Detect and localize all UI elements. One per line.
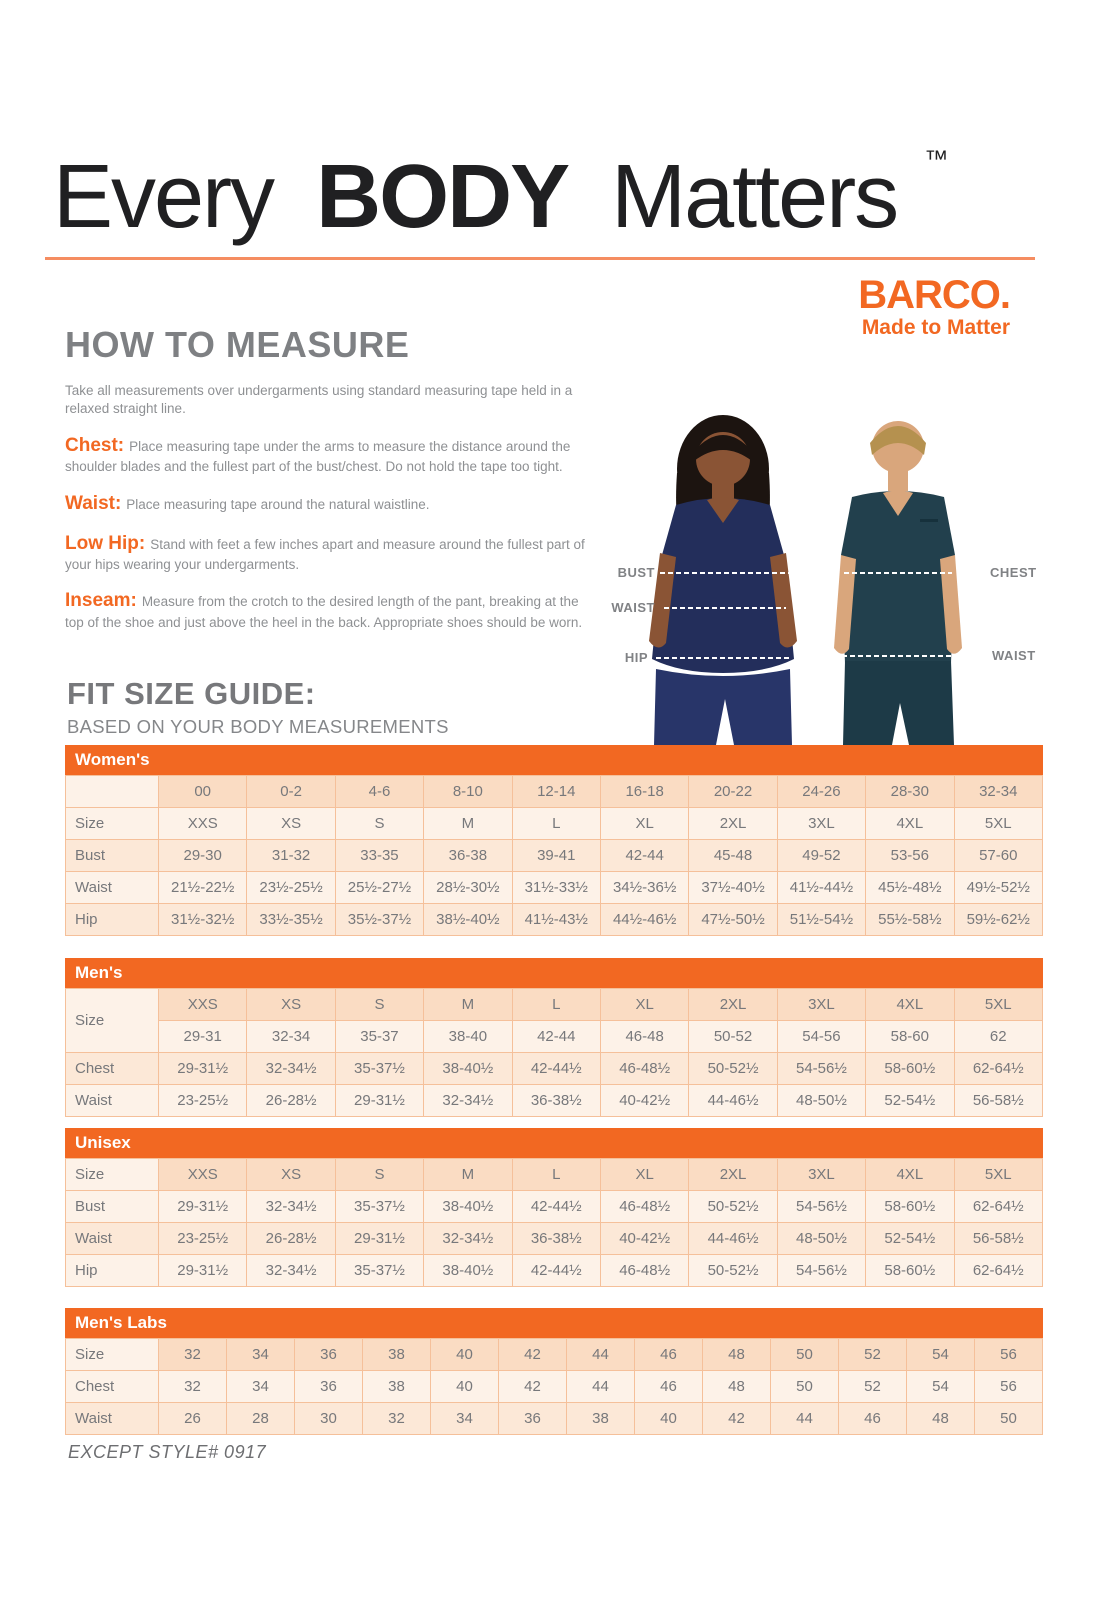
- size-cell: 50: [771, 1371, 839, 1403]
- unisex-size-table: [65, 1158, 1043, 1287]
- size-cell: 56: [975, 1339, 1043, 1371]
- size-cell: 54-56½: [777, 1053, 865, 1085]
- size-cell: 30: [295, 1403, 363, 1435]
- measure-intro: Take all measurements over undergarments using standard measuring tape held in a relaxed straight line.: [65, 383, 573, 416]
- size-cell: 42: [499, 1339, 567, 1371]
- size-cell: 62: [954, 1021, 1042, 1053]
- size-cell: 12-14: [512, 776, 600, 808]
- low-hip-text: Stand with feet a few inches apart and measure around the fullest part of your hips wearing your undergarments.: [65, 536, 585, 572]
- chest-label: Chest:: [65, 434, 125, 456]
- row-label: Size: [66, 989, 159, 1053]
- size-cell: 38½-40½: [424, 904, 512, 936]
- size-cell: XL: [600, 1159, 688, 1191]
- size-cell: 3XL: [777, 1159, 865, 1191]
- size-cell: 4XL: [866, 808, 954, 840]
- size-cell: 40: [431, 1371, 499, 1403]
- size-cell: 36-38½: [512, 1223, 600, 1255]
- size-cell: 25½-27½: [335, 872, 423, 904]
- title-divider-rule: [45, 257, 1035, 260]
- size-cell: 52-54½: [866, 1085, 954, 1117]
- unisex-size-table-block: [65, 1128, 1043, 1287]
- size-cell: 4XL: [866, 989, 954, 1021]
- size-cell: 56-58½: [954, 1223, 1042, 1255]
- size-cell: 29-30: [159, 840, 247, 872]
- size-cell: 4-6: [335, 776, 423, 808]
- measurement-figures: [598, 403, 1092, 745]
- womens-size-table: [65, 775, 1043, 936]
- size-cell: 54-56: [777, 1021, 865, 1053]
- size-cell: 16-18: [600, 776, 688, 808]
- size-cell: 3XL: [777, 808, 865, 840]
- size-cell: 36: [295, 1339, 363, 1371]
- size-cell: 40: [431, 1339, 499, 1371]
- womens-table-header: Women's: [65, 745, 1043, 775]
- man-figure: [834, 421, 962, 745]
- size-cell: 29-31½: [335, 1085, 423, 1117]
- trademark-symbol: ™: [924, 146, 949, 173]
- row-label: [66, 776, 159, 808]
- size-cell: 45-48: [689, 840, 777, 872]
- size-cell: 41½-44½: [777, 872, 865, 904]
- size-cell: 46-48½: [600, 1053, 688, 1085]
- size-cell: 26-28½: [247, 1223, 335, 1255]
- size-cell: 29-31½: [159, 1053, 247, 1085]
- waist-figure-label-woman: WAIST: [611, 600, 655, 615]
- size-cell: 35-37½: [335, 1053, 423, 1085]
- size-cell: 36: [295, 1371, 363, 1403]
- page-title: [53, 146, 949, 247]
- size-cell: 36-38: [424, 840, 512, 872]
- size-cell: 2XL: [689, 989, 777, 1021]
- size-cell: XS: [247, 808, 335, 840]
- size-cell: 54: [907, 1371, 975, 1403]
- size-cell: 42-44½: [512, 1255, 600, 1287]
- fit-size-guide-subheading: BASED ON YOUR BODY MEASUREMENTS: [67, 716, 449, 737]
- size-cell: XL: [600, 989, 688, 1021]
- size-cell: 50-52: [689, 1021, 777, 1053]
- size-cell: 32: [159, 1371, 227, 1403]
- size-cell: 46-48½: [600, 1255, 688, 1287]
- size-cell: 57-60: [954, 840, 1042, 872]
- row-label: Hip: [66, 904, 159, 936]
- size-cell: 35-37½: [335, 1255, 423, 1287]
- size-cell: 34: [227, 1371, 295, 1403]
- row-label: Waist: [66, 1403, 159, 1435]
- size-cell: 41½-43½: [512, 904, 600, 936]
- size-cell: 50-52½: [689, 1255, 777, 1287]
- size-cell: 56-58½: [954, 1085, 1042, 1117]
- row-label: Bust: [66, 840, 159, 872]
- size-cell: 32-34½: [247, 1053, 335, 1085]
- size-cell: 42-44½: [512, 1053, 600, 1085]
- size-cell: 8-10: [424, 776, 512, 808]
- waist-text: Place measuring tape around the natural waistline.: [126, 496, 430, 512]
- size-cell: 28: [227, 1403, 295, 1435]
- row-label: Chest: [66, 1371, 159, 1403]
- size-cell: 36: [499, 1403, 567, 1435]
- size-cell: 48-50½: [777, 1085, 865, 1117]
- size-cell: 31-32: [247, 840, 335, 872]
- size-cell: 29-31½: [335, 1223, 423, 1255]
- size-cell: 58-60½: [866, 1053, 954, 1085]
- size-cell: 32-34½: [424, 1223, 512, 1255]
- size-cell: 00: [159, 776, 247, 808]
- row-label: Waist: [66, 872, 159, 904]
- measure-item-lowhip: [65, 531, 593, 574]
- size-cell: 44: [567, 1339, 635, 1371]
- size-cell: 45½-48½: [866, 872, 954, 904]
- size-cell: 29-31½: [159, 1191, 247, 1223]
- size-cell: 52-54½: [866, 1223, 954, 1255]
- size-cell: 0-2: [247, 776, 335, 808]
- size-cell: 54: [907, 1339, 975, 1371]
- row-label: Bust: [66, 1191, 159, 1223]
- mens-table-header: Men's: [65, 958, 1043, 988]
- woman-figure: [649, 415, 797, 745]
- size-cell: 32-34½: [247, 1191, 335, 1223]
- size-cell: 58-60: [866, 1021, 954, 1053]
- size-cell: 35-37: [335, 1021, 423, 1053]
- barco-logo: BARCO.: [858, 273, 1010, 317]
- size-cell: 29-31½: [159, 1255, 247, 1287]
- size-cell: 4XL: [866, 1159, 954, 1191]
- size-cell: 23½-25½: [247, 872, 335, 904]
- size-cell: 23-25½: [159, 1223, 247, 1255]
- size-cell: 44: [567, 1371, 635, 1403]
- title-word-every: Every: [53, 147, 274, 247]
- size-cell: 24-26: [777, 776, 865, 808]
- size-cell: 50: [771, 1339, 839, 1371]
- size-cell: 32-34: [954, 776, 1042, 808]
- size-cell: 5XL: [954, 989, 1042, 1021]
- title-word-body: BODY: [316, 147, 569, 247]
- size-cell: 37½-40½: [689, 872, 777, 904]
- size-cell: 48: [907, 1403, 975, 1435]
- brand-block: [820, 274, 1010, 339]
- size-cell: XXS: [159, 1159, 247, 1191]
- size-cell: 58-60½: [866, 1191, 954, 1223]
- mens-labs-table-header: Men's Labs: [65, 1308, 1043, 1338]
- size-cell: 49-52: [777, 840, 865, 872]
- size-cell: 54-56½: [777, 1255, 865, 1287]
- size-cell: M: [424, 808, 512, 840]
- size-cell: XS: [247, 1159, 335, 1191]
- size-cell: 51½-54½: [777, 904, 865, 936]
- size-cell: 42: [703, 1403, 771, 1435]
- size-cell: 55½-58½: [866, 904, 954, 936]
- size-cell: 32-34½: [247, 1255, 335, 1287]
- size-cell: 54-56½: [777, 1191, 865, 1223]
- size-cell: 42-44: [512, 1021, 600, 1053]
- unisex-table-header: Unisex: [65, 1128, 1043, 1158]
- size-cell: 2XL: [689, 808, 777, 840]
- row-label: Hip: [66, 1255, 159, 1287]
- title-word-matters: Matters: [611, 147, 898, 247]
- brand-tagline: Made to Matter: [861, 316, 1010, 339]
- size-cell: 32-34½: [424, 1085, 512, 1117]
- size-cell: 33-35: [335, 840, 423, 872]
- size-cell: 35-37½: [335, 1191, 423, 1223]
- size-cell: L: [512, 808, 600, 840]
- size-cell: 28½-30½: [424, 872, 512, 904]
- bust-figure-label: BUST: [617, 565, 655, 580]
- mens-size-table-block: [65, 958, 1043, 1117]
- size-cell: 31½-33½: [512, 872, 600, 904]
- hip-figure-label: HIP: [624, 650, 648, 665]
- style-exception-note: EXCEPT STYLE# 0917: [68, 1442, 267, 1462]
- measure-item-waist: [65, 491, 593, 516]
- mens-size-table: [65, 988, 1043, 1117]
- waist-label: Waist:: [65, 492, 122, 514]
- waist-figure-label-man: WAIST: [992, 648, 1036, 663]
- row-label: Size: [66, 1339, 159, 1371]
- size-cell: 35½-37½: [335, 904, 423, 936]
- inseam-text: Measure from the crotch to the desired length of the pant, breaking at the top of the shoe and just above the heel in the back. Appropriate shoes should be worn.: [65, 594, 583, 630]
- measure-item-inseam: [65, 588, 593, 631]
- size-cell: 46: [635, 1339, 703, 1371]
- size-cell: 36-38½: [512, 1085, 600, 1117]
- low-hip-label: Low Hip:: [65, 532, 146, 554]
- size-cell: 5XL: [954, 808, 1042, 840]
- size-cell: 23-25½: [159, 1085, 247, 1117]
- size-cell: 62-64½: [954, 1053, 1042, 1085]
- row-label: Size: [66, 808, 159, 840]
- size-cell: 46-48: [600, 1021, 688, 1053]
- size-cell: 52: [839, 1371, 907, 1403]
- size-cell: 26-28½: [247, 1085, 335, 1117]
- size-cell: 38-40½: [424, 1255, 512, 1287]
- size-cell: 32: [363, 1403, 431, 1435]
- size-cell: 34: [227, 1339, 295, 1371]
- size-cell: 49½-52½: [954, 872, 1042, 904]
- size-cell: 28-30: [866, 776, 954, 808]
- size-cell: XXS: [159, 808, 247, 840]
- size-cell: 38: [567, 1403, 635, 1435]
- size-cell: 2XL: [689, 1159, 777, 1191]
- size-cell: 38: [363, 1371, 431, 1403]
- size-cell: 40: [635, 1403, 703, 1435]
- size-cell: 48: [703, 1371, 771, 1403]
- size-cell: 38-40½: [424, 1053, 512, 1085]
- fit-size-guide-heading: FIT SIZE GUIDE:: [67, 676, 316, 711]
- size-cell: 34: [431, 1403, 499, 1435]
- size-cell: 58-60½: [866, 1255, 954, 1287]
- size-cell: XL: [600, 808, 688, 840]
- size-cell: 62-64½: [954, 1255, 1042, 1287]
- size-cell: 53-56: [866, 840, 954, 872]
- size-cell: 21½-22½: [159, 872, 247, 904]
- size-cell: 44-46½: [689, 1223, 777, 1255]
- mens-labs-size-table: [65, 1338, 1043, 1435]
- size-cell: 48: [703, 1339, 771, 1371]
- chest-text: Place measuring tape under the arms to measure the distance around the shoulder blades and the fullest part of the bust/chest. Do not hold the tape too tight.: [65, 438, 571, 474]
- size-cell: S: [335, 808, 423, 840]
- how-to-measure-section: [65, 324, 593, 646]
- row-label: Size: [66, 1159, 159, 1191]
- size-cell: S: [335, 989, 423, 1021]
- size-cell: 46-48½: [600, 1191, 688, 1223]
- size-cell: 47½-50½: [689, 904, 777, 936]
- how-to-measure-heading: HOW TO MEASURE: [65, 324, 410, 365]
- size-cell: 39-41: [512, 840, 600, 872]
- size-cell: 59½-62½: [954, 904, 1042, 936]
- size-cell: 50: [975, 1403, 1043, 1435]
- size-cell: 34½-36½: [600, 872, 688, 904]
- size-cell: 46: [635, 1371, 703, 1403]
- size-cell: L: [512, 1159, 600, 1191]
- size-cell: 42: [499, 1371, 567, 1403]
- size-cell: S: [335, 1159, 423, 1191]
- size-cell: 44: [771, 1403, 839, 1435]
- inseam-label: Inseam:: [65, 590, 137, 612]
- size-cell: 42-44½: [512, 1191, 600, 1223]
- size-cell: 40-42½: [600, 1223, 688, 1255]
- size-cell: XXS: [159, 989, 247, 1021]
- size-cell: 42-44: [600, 840, 688, 872]
- row-label: Chest: [66, 1053, 159, 1085]
- size-cell: 48-50½: [777, 1223, 865, 1255]
- chest-figure-label: CHEST: [990, 565, 1037, 580]
- row-label: Waist: [66, 1085, 159, 1117]
- size-cell: 33½-35½: [247, 904, 335, 936]
- size-cell: 29-31: [159, 1021, 247, 1053]
- size-cell: 44-46½: [689, 1085, 777, 1117]
- size-cell: 50-52½: [689, 1191, 777, 1223]
- size-cell: 32: [159, 1339, 227, 1371]
- row-label: Waist: [66, 1223, 159, 1255]
- womens-size-table-block: [65, 745, 1043, 936]
- size-cell: XS: [247, 989, 335, 1021]
- size-cell: 31½-32½: [159, 904, 247, 936]
- size-cell: 44½-46½: [600, 904, 688, 936]
- size-cell: 50-52½: [689, 1053, 777, 1085]
- size-cell: 56: [975, 1371, 1043, 1403]
- size-cell: M: [424, 1159, 512, 1191]
- size-cell: 3XL: [777, 989, 865, 1021]
- size-cell: 26: [159, 1403, 227, 1435]
- size-cell: 38-40½: [424, 1191, 512, 1223]
- size-cell: 38-40: [424, 1021, 512, 1053]
- size-cell: 20-22: [689, 776, 777, 808]
- size-cell: 52: [839, 1339, 907, 1371]
- measure-item-chest: [65, 433, 593, 476]
- size-cell: L: [512, 989, 600, 1021]
- size-cell: 46: [839, 1403, 907, 1435]
- size-cell: 5XL: [954, 1159, 1042, 1191]
- size-cell: 62-64½: [954, 1191, 1042, 1223]
- size-cell: M: [424, 989, 512, 1021]
- figures-illustration: [598, 403, 1092, 745]
- mens-labs-size-table-block: [65, 1308, 1043, 1435]
- size-cell: 38: [363, 1339, 431, 1371]
- size-cell: 40-42½: [600, 1085, 688, 1117]
- size-cell: 32-34: [247, 1021, 335, 1053]
